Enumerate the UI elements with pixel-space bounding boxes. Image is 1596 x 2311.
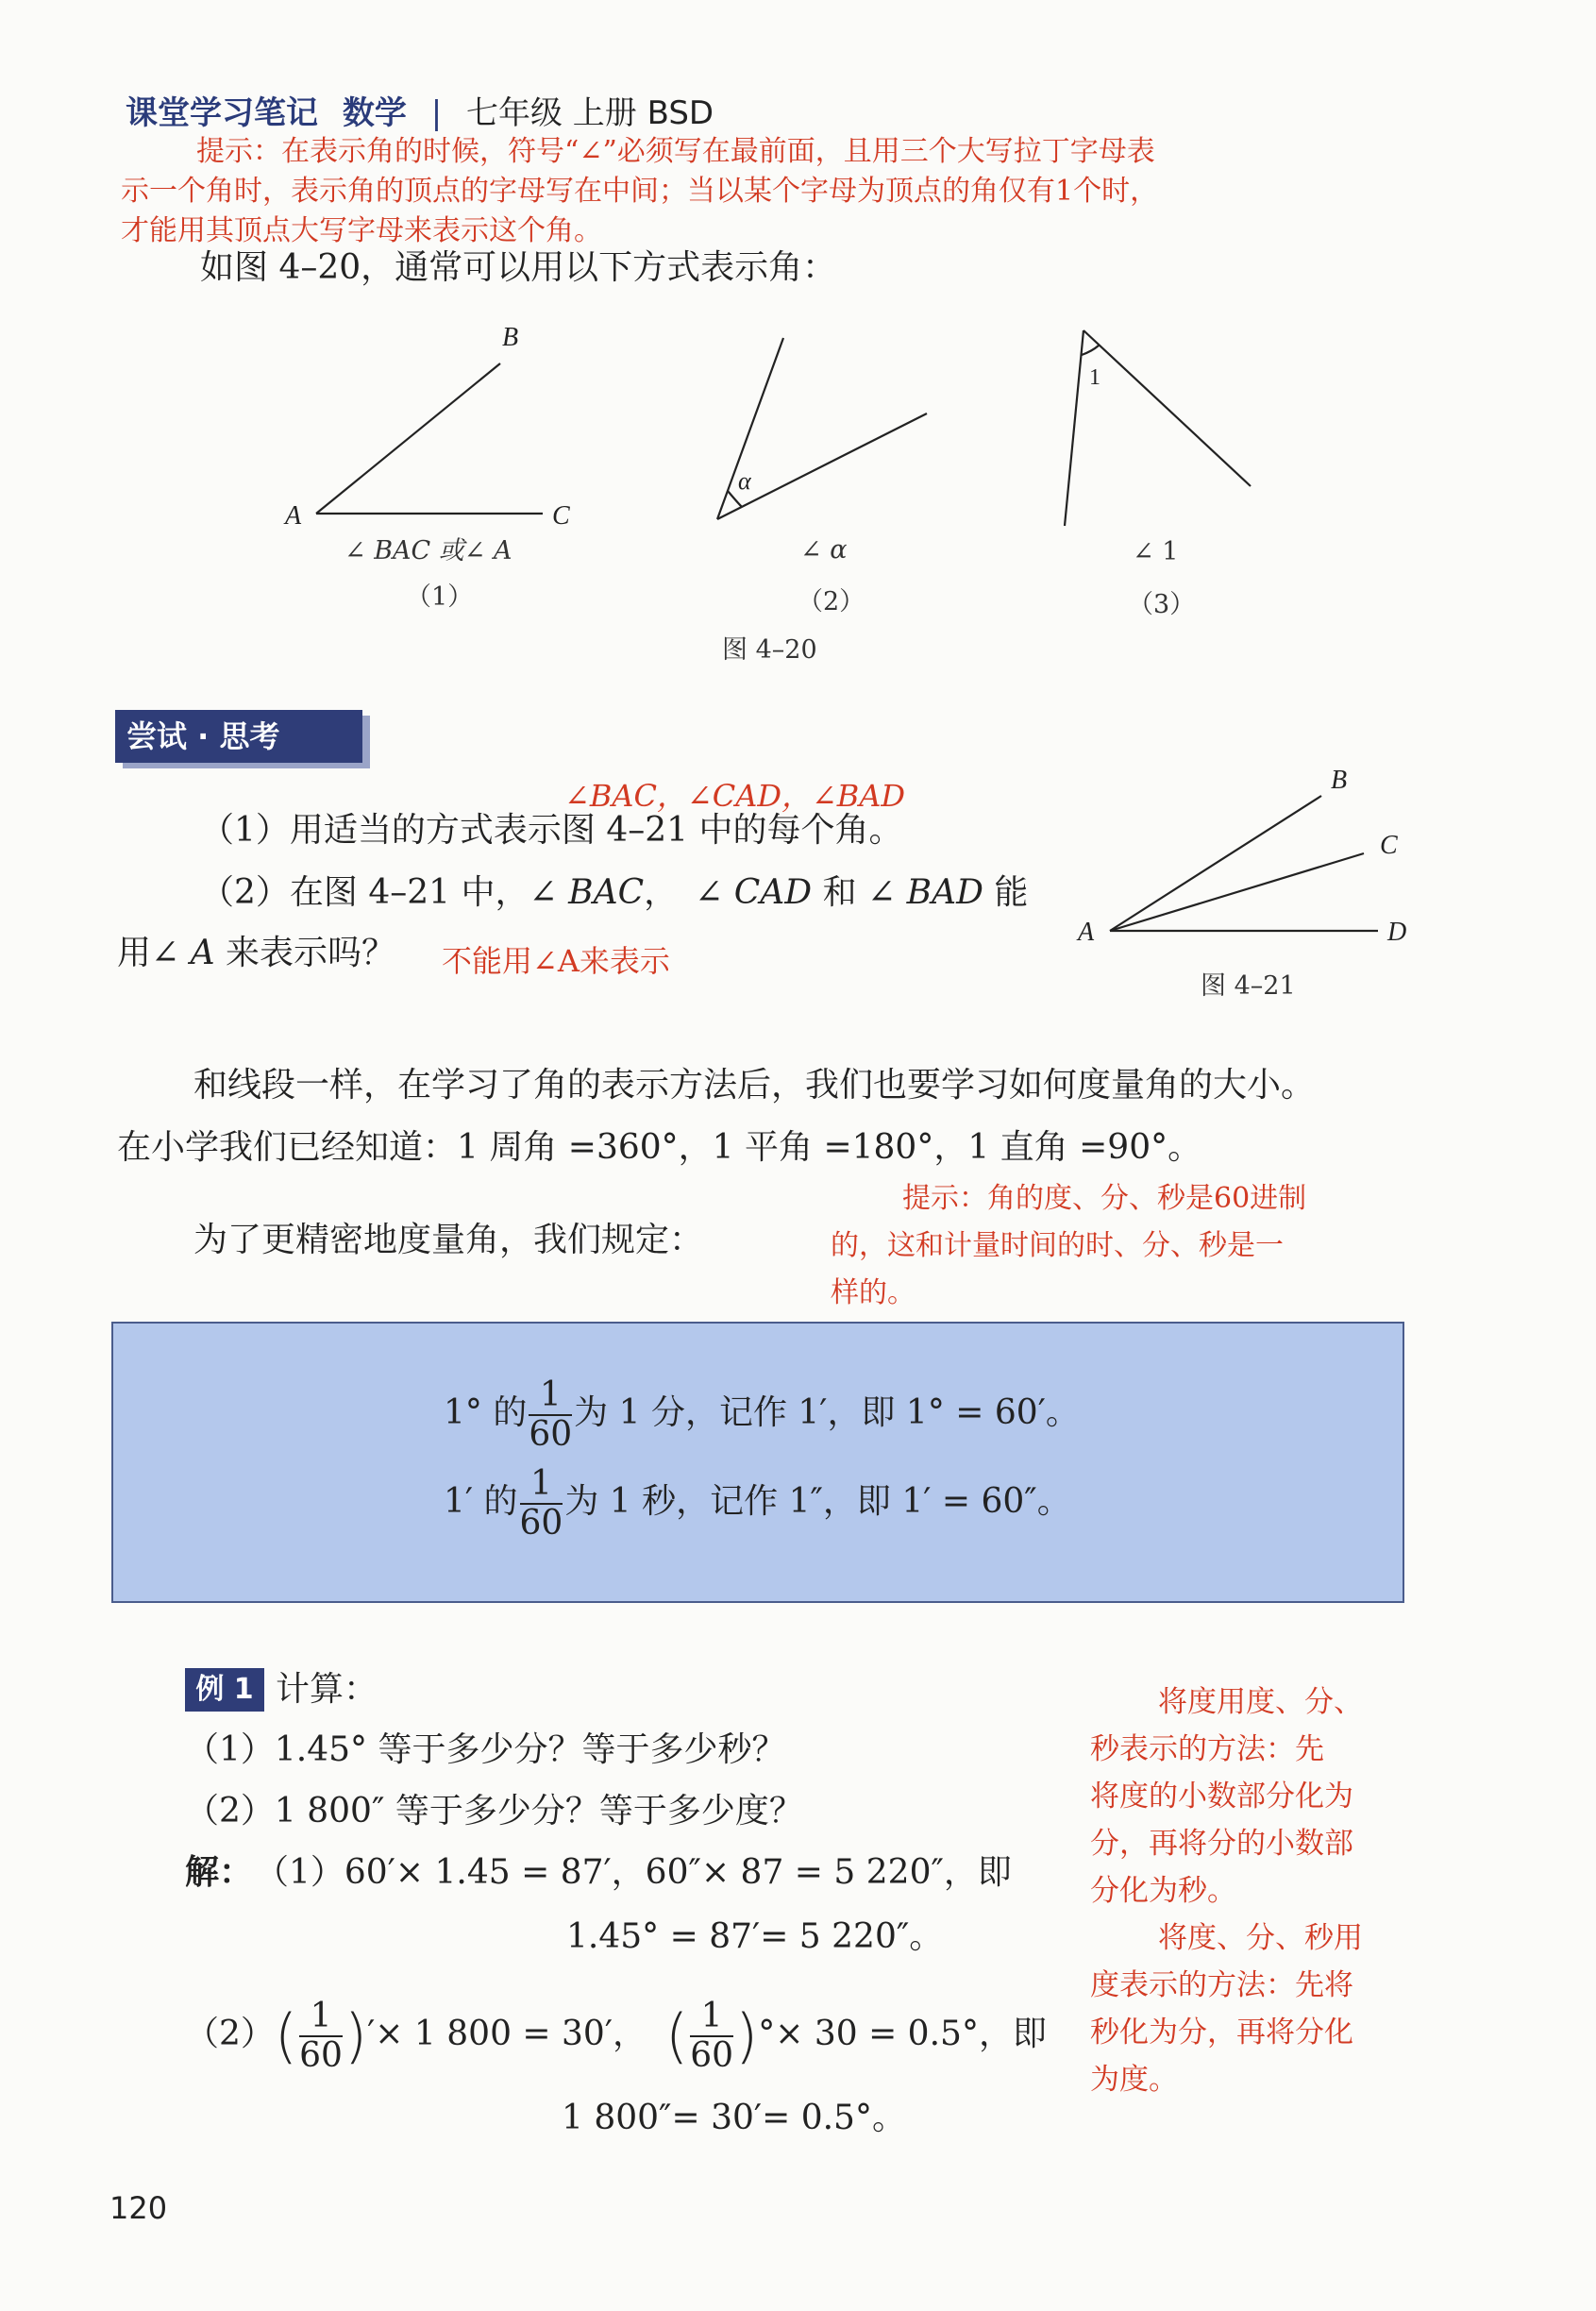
label-d2: D	[1387, 918, 1407, 947]
grade: 七年级 上册 BSD	[466, 94, 714, 132]
label-c2: C	[1380, 831, 1398, 860]
note-bottom-line-9: 为度。	[1090, 2063, 1178, 2097]
label-b2: B	[1331, 766, 1348, 795]
section-tag	[115, 710, 362, 763]
def1-suffix: 为 1 分，记作 1′，即 1° = 60′。	[574, 1393, 1080, 1432]
subject: 数学	[342, 94, 407, 132]
example-tag	[185, 1668, 264, 1712]
answer-1: ∠BAC，∠CAD，∠BAD	[564, 778, 906, 814]
paren-close: )	[344, 2001, 368, 2070]
sol2-denominator-1: 60	[299, 2036, 343, 2075]
sol2-end: °× 30 = 0.5°，即	[758, 2015, 1047, 2053]
fig420-num-3: （3）	[1128, 590, 1196, 619]
section-tag-label: 尝试 · 思考	[126, 718, 280, 754]
def1-numerator: 1	[529, 1378, 572, 1416]
def2-denominator: 60	[519, 1504, 563, 1543]
paren-close: )	[735, 2001, 759, 2070]
answer-2: 不能用∠A来表示	[442, 943, 670, 979]
note-bottom-line-1: 将度用度、分、	[1158, 1685, 1363, 1719]
question-2-line-1	[200, 872, 1028, 914]
label-a1: A	[285, 501, 302, 531]
definition-box	[111, 1322, 1404, 1603]
fraction-one-sixtieth	[299, 1999, 343, 2073]
sol2-prefix: （2）	[185, 2015, 275, 2053]
note-mid	[831, 1175, 1306, 1317]
definition-row-2	[444, 1464, 1071, 1543]
fig420-label-1: ∠ BAC 或∠ A	[344, 536, 512, 565]
fig420-num-1: （1）	[406, 582, 474, 612]
definition-row-1	[444, 1375, 1080, 1454]
fraction-one-sixtieth	[519, 1464, 563, 1543]
note-mid-line-1: 提示：角的度、分、秒是60进制	[902, 1182, 1307, 1215]
note-top	[121, 132, 1442, 251]
question-2-line-2	[117, 933, 395, 974]
solution-2-line-2: 1 800″= 30′= 0.5°。	[562, 2099, 906, 2137]
def1-denominator: 60	[529, 1415, 573, 1454]
sol2-mid: ′× 1 800 = 30′，	[367, 2015, 647, 2053]
def2-prefix: 1′ 的	[444, 1482, 518, 1521]
note-bottom-line-8: 秒化为分，再将分化	[1090, 2016, 1353, 2050]
note-bottom-line-2: 秒表示的方法：先	[1090, 1732, 1324, 1766]
q2-comma: ，	[644, 873, 679, 912]
q2-angle-cad: ∠ CAD	[695, 873, 813, 912]
book-title: 课堂学习笔记	[126, 94, 318, 132]
label-b1: B	[502, 323, 519, 352]
example-title: 计算：	[276, 1670, 378, 1709]
note-top-line-2: 示一个角时，表示角的顶点的字母写在中间；当以某个字母为顶点的角仅有1个时，	[121, 175, 1159, 208]
note-mid-line-2: 的，这和计量时间的时、分、秒是一	[831, 1229, 1284, 1262]
paragraph-2: 为了更精密地度量角，我们规定：	[193, 1221, 704, 1259]
question-1: （1）用适当的方式表示图 4–21 中的每个角。	[200, 811, 903, 850]
fig420-label-2: ∠ α	[800, 535, 848, 565]
paren-open: (	[274, 2001, 298, 2070]
note-bottom-line-4: 分，再将分的小数部	[1090, 1827, 1353, 1861]
note-bottom	[1090, 1678, 1430, 2103]
sol2-denominator-2: 60	[690, 2036, 734, 2075]
intro-text: 如图 4–20，通常可以用以下方式表示角：	[200, 248, 837, 287]
q2-and: 和	[812, 873, 868, 912]
paragraph-1-line-2: 在小学我们已经知道：1 周角 =360°，1 平角 =180°，1 直角 =90°。	[117, 1128, 1202, 1167]
label-a2: A	[1078, 918, 1095, 947]
note-mid-line-3: 样的。	[831, 1276, 916, 1309]
fig421-caption: 图 4–21	[1201, 971, 1296, 1001]
fraction-one-sixtieth	[690, 1999, 733, 2073]
page-header	[126, 87, 714, 133]
fraction-one-sixtieth	[529, 1375, 573, 1454]
note-bottom-line-7: 度表示的方法：先将	[1090, 1968, 1353, 2002]
solution-label: 解：	[185, 1853, 254, 1892]
q2-angle-bac: ∠ BAC	[529, 873, 645, 912]
example-tag-label: 例 1	[195, 1673, 254, 1706]
label-alpha: α	[738, 467, 751, 495]
fig420-num-2: （2）	[798, 587, 865, 616]
q2-angle-bad: ∠ BAD	[867, 873, 983, 912]
figure-4-20	[0, 312, 1596, 680]
label-c1: C	[552, 501, 570, 531]
page-number: 120	[109, 2190, 168, 2226]
sol2-numerator-2: 1	[690, 1999, 733, 2037]
fig420-label-3: ∠ 1	[1133, 537, 1179, 566]
fig420-caption: 图 4–20	[722, 635, 817, 665]
solution-1-line-2: 1.45° = 87′= 5 220″。	[566, 1917, 944, 1956]
def2-suffix: 为 1 秒，记作 1″，即 1′ = 60″。	[564, 1482, 1071, 1521]
def2-numerator: 1	[520, 1467, 563, 1505]
note-bottom-line-6: 将度、分、秒用	[1158, 1921, 1363, 1955]
example-q1: （1）1.45° 等于多少分？等于多少秒？	[185, 1730, 786, 1769]
q2-can: 能	[983, 873, 1029, 912]
note-top-line-3: 才能用其顶点大写字母来表示这个角。	[121, 214, 602, 247]
q2-text-use: 用∠	[117, 934, 191, 972]
note-bottom-line-5: 分化为秒。	[1090, 1874, 1236, 1908]
note-top-line-1: 提示：在表示角的时候，符号“∠”必须写在最前面，且用三个大写拉丁字母表	[196, 135, 1155, 168]
note-bottom-line-3: 将度的小数部分化为	[1090, 1780, 1353, 1813]
example-q2: （2）1 800″ 等于多少分？等于多少度？	[185, 1792, 803, 1830]
label-one: 1	[1089, 365, 1100, 390]
paragraph-1-line-1: 和线段一样，在学习了角的表示方法后，我们也要学习如何度量角的大小。	[193, 1066, 1316, 1105]
paren-open: (	[665, 2001, 689, 2070]
def1-prefix: 1° 的	[444, 1393, 528, 1432]
header-separator: |	[430, 94, 443, 132]
solution-1-line-1: （1）60′× 1.45 = 87′，60″× 87 = 5 220″，即	[255, 1853, 1012, 1892]
solution-2-line-1	[185, 1999, 1047, 2073]
q2-text-ask: 来表示吗？	[214, 934, 396, 972]
q2-text-a: （2）在图 4–21 中，	[200, 873, 529, 912]
sol2-numerator-1: 1	[299, 1999, 343, 2037]
figure-4-21	[1057, 755, 1435, 1001]
q2-letter-a: A	[190, 934, 215, 972]
